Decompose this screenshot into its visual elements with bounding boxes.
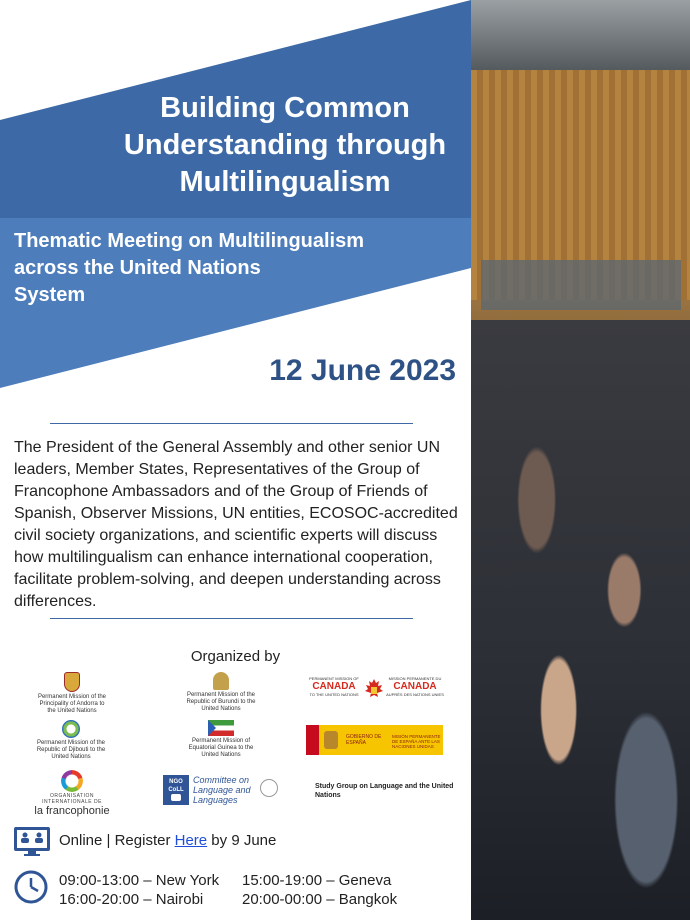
online-meeting-icon	[13, 826, 51, 856]
djibouti-emblem-icon	[62, 720, 80, 738]
ngo-coll-box	[163, 775, 189, 805]
organized-by-label: Organized by	[190, 648, 281, 665]
event-date: 12 June 2023	[269, 354, 456, 387]
registration-prefix: Online | Register	[59, 832, 175, 849]
registration-text	[59, 832, 276, 849]
time-nairobi: 16:00-20:00 – Nairobi	[59, 891, 204, 908]
spain-left-text: GOBIERNO DE ESPAÑA	[346, 734, 382, 746]
photo-booth-windows	[481, 260, 681, 310]
subtitle-line: Thematic Meeting on Multilingualism	[14, 230, 365, 252]
canada-left-small2: TO THE UNITED NATIONS	[309, 692, 359, 697]
canada-right-small2: AUPRÈS DES NATIONS UNIES	[386, 692, 444, 697]
spain-logo	[306, 725, 443, 755]
burundi-logo-text: Permanent Mission of the Republic of Burundi to the United Nations	[186, 692, 256, 712]
divider-bottom	[50, 618, 413, 619]
photo-delegates	[471, 320, 690, 920]
divider-top	[50, 423, 413, 424]
canada-right-small: MISSION PERMANENTE DU	[388, 676, 442, 681]
djibouti-logo	[36, 720, 106, 761]
register-link[interactable]: Here	[174, 832, 208, 849]
page-subtitle	[14, 228, 454, 309]
francophonie-ring-icon	[61, 770, 83, 792]
canada-arms-icon	[364, 678, 384, 700]
event-description: The President of the General Assembly and other senior UN leaders, Member States, Representatives of the Group of Francophone Ambassadors and of the Group of Friends of Spanish, Observer Missions, UN entities, ECOSOC-accredited civil society organizations, and scientific experts will discuss how multilingualism can enhance international cooperation, facilitate problem-solving, and deepen understanding across differences.	[14, 439, 458, 610]
equatorial-guinea-flag-icon	[208, 720, 234, 736]
canada-left-big: CANADA	[312, 681, 356, 692]
equatorial-guinea-logo-text: Permanent Mission of Equatorial Guinea to the United Nations	[188, 738, 254, 758]
subtitle-line: across the United Nations	[14, 257, 261, 279]
burundi-emblem-icon	[213, 672, 229, 690]
ngo-coll-box-text: NGO CoLL	[168, 779, 184, 793]
canada-logo	[306, 676, 444, 706]
francophonie-logo	[26, 770, 118, 817]
title-line: Understanding through	[123, 129, 447, 161]
canada-right-big: CANADA	[393, 681, 437, 692]
subtitle-line: System	[14, 284, 86, 306]
time-bangkok: 20:00-00:00 – Bangkok	[242, 891, 398, 908]
francophonie-name: la francophonie	[34, 805, 110, 817]
clock-icon	[14, 870, 48, 904]
ngo-coll-label: Committee on Language and Languages	[193, 775, 251, 805]
equatorial-guinea-logo	[186, 720, 256, 759]
spain-crest-icon	[324, 731, 338, 749]
page-title	[100, 90, 470, 201]
andorra-logo-text: Permanent Mission of the Principality of Andorra to the United Nations	[37, 694, 107, 714]
burundi-logo	[186, 672, 256, 713]
andorra-logo	[36, 672, 108, 715]
chat-bubble-icon	[171, 794, 181, 801]
registration-suffix: by 9 June	[207, 832, 277, 849]
andorra-emblem-icon	[64, 672, 80, 692]
seal-icon	[260, 779, 278, 797]
djibouti-logo-text: Permanent Mission of the Republic of Djibouti to the United Nations	[36, 740, 106, 760]
title-line: Multilingualism	[179, 166, 391, 198]
study-group-logo: Study Group on Language and the United Nations	[315, 783, 454, 799]
assembly-hall-photo	[471, 0, 690, 920]
francophonie-small-text: ORGANISATION INTERNATIONALE DE	[42, 793, 102, 805]
title-line: Building Common	[160, 92, 410, 124]
ngo-coll-logo	[163, 775, 303, 807]
photo-ceiling	[471, 0, 690, 70]
time-new-york: 09:00-13:00 – New York	[59, 872, 220, 889]
canada-left-small: PERMANENT MISSION OF	[309, 676, 359, 681]
time-geneva: 15:00-19:00 – Geneva	[242, 872, 392, 889]
spain-flag-stripe	[306, 725, 319, 755]
spain-right-text: MISIÓN PERMANENTE DE ESPAÑA ANTE LAS NACIONES UNIDAS	[392, 734, 441, 749]
